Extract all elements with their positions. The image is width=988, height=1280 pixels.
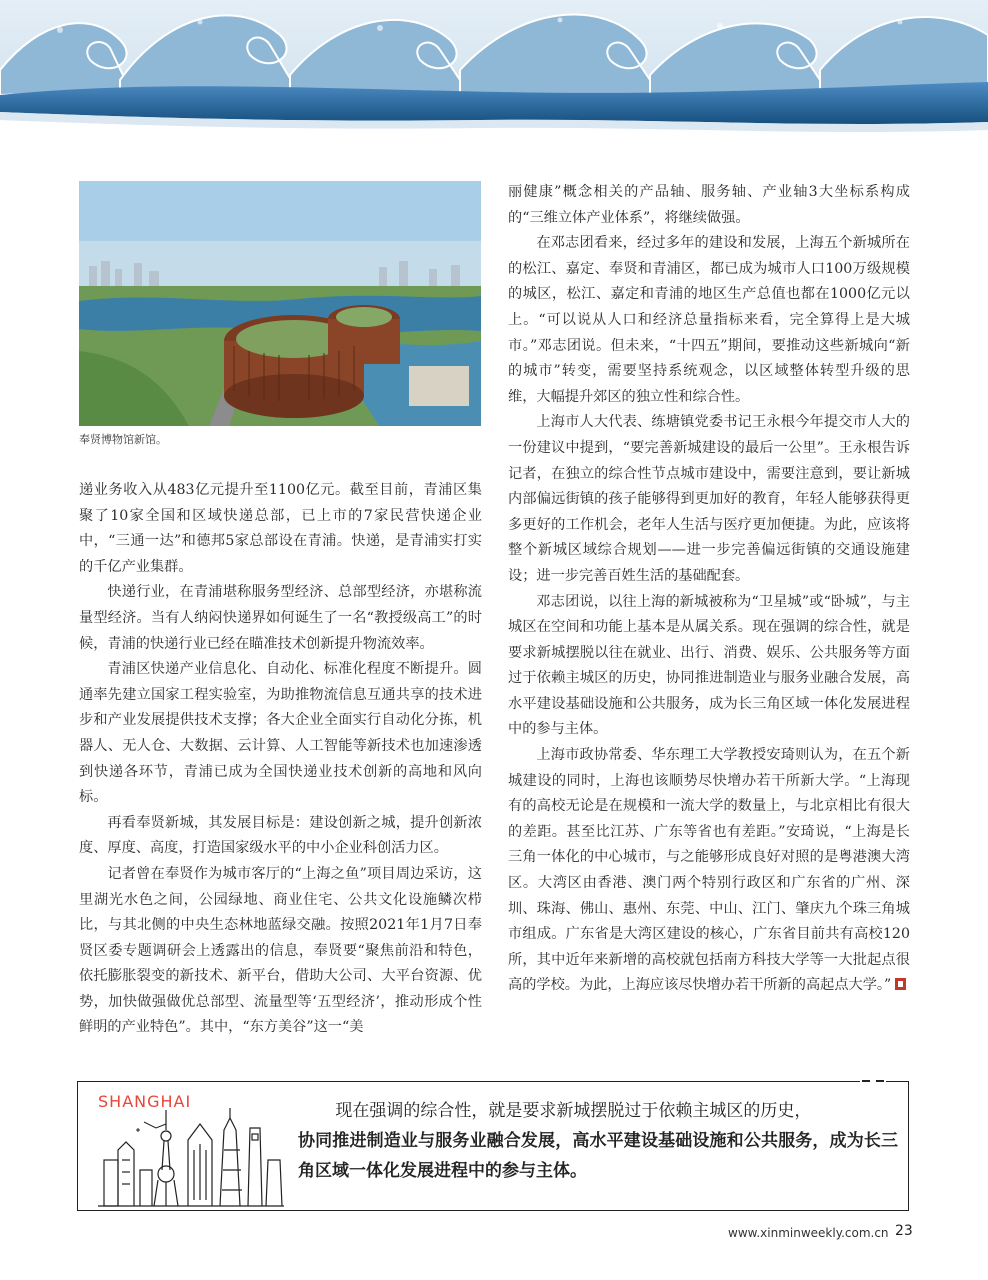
footer-url: www.xinminweekly.com.cn — [728, 1226, 889, 1240]
page-number: 23 — [895, 1223, 913, 1239]
end-mark-icon — [895, 978, 906, 990]
pull-quote-line: 现在强调的综合性，就是要求新城摆脱过于依赖主城区的历史， — [335, 1101, 812, 1121]
right-column — [508, 180, 910, 999]
paragraph: 快递行业，在青浦堪称服务型经济、总部型经济，亦堪称流量型经济。当有人纳闷快递界如何诞生了一名“教授级高工”的时候，青浦的快递行业已经在瞄准技术创新提升物流效率。 — [79, 584, 482, 652]
left-column — [79, 478, 482, 1041]
pull-quote-text — [298, 1096, 898, 1186]
skyline-illustration — [96, 1100, 286, 1208]
paragraph: 丽健康”概念相关的产品轴、服务轴、产业轴3大坐标系构成的“三维立体产业体系”，将继续做强。 — [508, 184, 910, 226]
paragraph: 上海市人大代表、练塘镇党委书记王永根今年提交市人大的一份建议中提到，“要完善新城建设的最后一公里”。王永根告诉记者，在独立的综合性节点城市建设中，需要注意到，要让新城内部偏远街镇的孩子能够得到更加好的教育，年轻人能够获得更多更好的工作机会，老年人生活与医疗更加便捷。为此，应该将整个新城区域综合规划——进一步完善偏远街镇的交通设施建设；进一步完善百姓生活的基础配套。 — [508, 414, 910, 584]
museum-photo — [79, 181, 481, 426]
photo-caption: 奉贤博物馆新馆。 — [79, 433, 167, 446]
quote-box-gap — [860, 1076, 886, 1086]
header-banner — [0, 0, 988, 160]
paragraph: 在邓志团看来，经过多年的建设和发展，上海五个新城所在的松江、嘉定、奉贤和青浦区，都已成为城市人口100万级规模的城区，松江、嘉定和青浦的地区生产总值也都在1000亿元以上。“可以说从人口和经济总量指标来看，完全算得上是大城市。”邓志团说。但未来，“十四五”期间，要推动这些新城向“新的城市”转变，需要坚持系统观念，以区域整体转型升级的思维，大幅提升郊区的独立性和综合性。 — [508, 235, 910, 405]
paragraph-final — [508, 743, 910, 999]
paragraph: 递业务收入从483亿元提升至1100亿元。截至目前，青浦区集聚了10家全国和区域快递总部，已上市的7家民营快递企业中，“三通一达”和德邦5家总部设在青浦。快递，是青浦实打实的千亿产业集群。 — [79, 482, 482, 575]
shanghai-label: SHANGHAI — [98, 1092, 192, 1111]
paragraph: 再看奉贤新城，其发展目标是：建设创新之城，提升创新浓度、厚度、高度，打造国家级水平的中小企业科创活力区。 — [79, 814, 482, 857]
paragraph: 邓志团说，以往上海的新城被称为“卫星城”或“卧城”，与主城区在空间和功能上基本是从属关系。现在强调的综合性，就是要求新城摆脱以往在就业、出行、消费、娱乐、公共服务等方面过于依赖主城区的历史，协同推进制造业与服务业融合发展，高水平建设基础设施和公共服务，成为长三角区域一体化发展进程中的参与主体。 — [508, 593, 910, 738]
paragraph: 青浦区快递产业信息化、自动化、标准化程度不断提升。圆通率先建立国家工程实验室，为助推物流信息互通共享的技术进步和产业发展提供技术支撑；各大企业全面实行自动化分拣，机器人、无人仓、大数据、云计算、人工智能等新技术也加速渗透到快递各环节，青浦已成为全国快递业技术创新的高地和风向标。 — [79, 661, 482, 806]
paragraph: 记者曾在奉贤作为城市客厅的“上海之鱼”项目周边采访，这里湖光水色之间，公园绿地、商业住宅、公共文化设施鳞次栉比，与其北侧的中央生态林地蓝绿交融。按照2021年1月7日奉贤区委专题调研会上透露出的信息，奉贤要“聚焦前沿和特色，依托膨胀裂变的新技术、新平台，借助大公司、大平台资源、优势，加快做强做优总部型、流量型等‘五型经济’，推动形成个性鲜明的产业特色”。其中，“东方美谷”这一“美 — [79, 865, 482, 1036]
paragraph-text: 上海市政协常委、华东理工大学教授安琦则认为，在五个新城建设的同时，上海也该顺势尽快增办若干所新大学。“上海现有的高校无论是在规模和一流大学的数量上，与北京相比有很大的差距。甚至比江苏、广东等省也有差距。”安琦说，“上海是长三角一体化的中心城市，与之能够形成良好对照的是粤港澳大湾区。大湾区由香港、澳门两个特别行政区和广东省的广州、深圳、珠海、佛山、惠州、东莞、中山、江门、肇庆九个珠三角城市组成。广东省是大湾区建设的核心，广东省目前共有高校120所，其中近年来新增的高校就包括南方科技大学等一大批起点很高的学校。为此，上海应该尽快增办若干所新的高起点大学。” — [508, 747, 910, 994]
pull-quote-emphasis: 协同推进制造业与服务业融合发展，高水平建设基础设施和公共服务，成为长三角区域一体化发展进程中的参与主体。 — [298, 1131, 898, 1181]
